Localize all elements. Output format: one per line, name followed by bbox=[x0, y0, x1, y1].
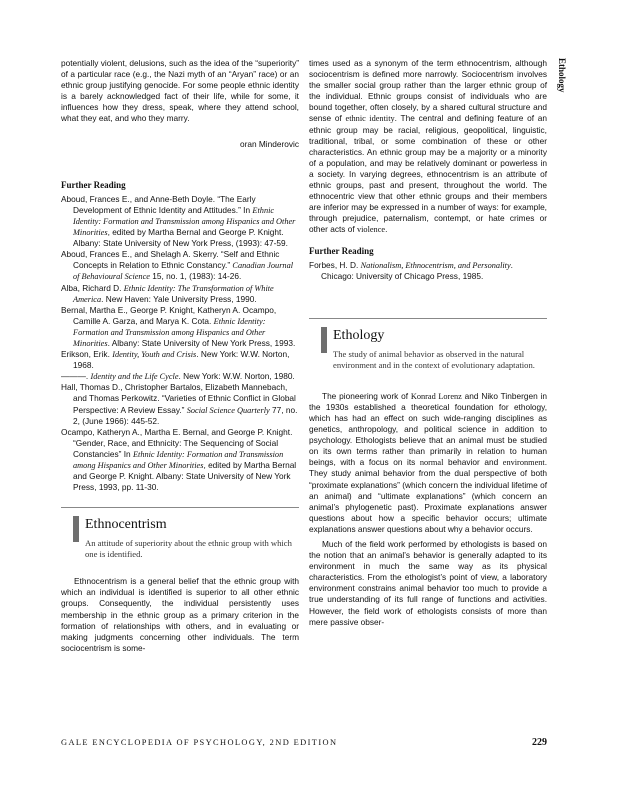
body-paragraph: Much of the field work performed by ethologists is based on the notion that an animal’s behavior is generally adapted to its environment in much the same way as its physical characteristics. From the ethologist’s point of view, a laboratory environment constrains animal behavior too much to provide a true understanding of its full range of functions and activities. However, the field work of ethologists consists of more than mere passive obser- bbox=[309, 539, 547, 627]
body-paragraph: Ethnocentrism is a general belief that the ethnic group with which an individual is identified is superior to all other ethnic groups. Consequently, the individual persistently uses membership in the ethnic group as a primary criterion in the formation of relationships with others, and in evaluating or making judgments concerning other individuals. The term sociocentrism is some- bbox=[61, 576, 299, 653]
reference-list bbox=[61, 194, 299, 494]
reference-item: Alba, Richard D. Ethnic Identity: The Transformation of White America. New Haven: Yale University Press, 1990. bbox=[61, 282, 274, 304]
entry-definition: An attitude of superiority about the ethnic group with which one is identified. bbox=[85, 538, 292, 560]
cross-ref-link[interactable]: normal bbox=[419, 458, 444, 468]
reference-item: Aboud, Frances E., and Shelagh A. Skerry. “Self and Ethnic Concepts in Relation to Ethnic Constancy.” Canadian Journal of Behavioural Science 15, no. 1, (1983): 14-26. bbox=[61, 249, 294, 282]
entry-header-ethology bbox=[309, 318, 547, 377]
entry-title: Ethnocentrism bbox=[85, 517, 167, 533]
reference-item: Hall, Thomas D., Christopher Bartalos, Elizabeth Mannebach, and Thomas Perkowitz. “Varieties of Ethnic Conflict in Global Perspective: A Review Essay.” Social Science Quarterly 77, no. 2, (June 1966): 445-52. bbox=[61, 382, 298, 426]
reference-item: Aboud, Frances E., and Anne-Beth Doyle. “The Early Development of Ethnic Identity and Attitudes.” In Ethnic Identity: Formation and Transmission among Hispanics and Other Minorities, edited by Martha Bernal and George P. Knight. Albany: State University of New York Press, (1993): 47-59. bbox=[61, 193, 296, 249]
entry-marker-bar bbox=[321, 327, 327, 353]
entry-header-ethnocentrism bbox=[61, 507, 299, 566]
cross-ref-link[interactable]: environment bbox=[502, 458, 545, 468]
ethnocentrism-paragraph: times used as a synonym of the term ethnocentrism, although sociocentrism is defined more narrowly. Sociocentrism involves the smaller social group rather than the larger ethnic group of the individual. Ethnic groups consist of individuals who are bound together, often closely, by a shared cultural structure and sense of ethnic identity. The central and defining feature of an ethnic group may be racial, religious, geopolitical, linguistic, traditional, tribal, or some combination of these or other characteristics. An ethnic group may be a majority or a minority of a population, and may be relatively dominant or powerless in a society. In varying degrees, ethnocentrism is an attribute of ethnic groups, past and present, throughout the world. The ethnocentric view that other ethnic groups and their members are inferior may be expressed in a number of ways: for example, through prejudice, paternalism, contempt, or hate crimes or other acts of violence. bbox=[309, 58, 547, 235]
reference-item: ———. Identity and the Life Cycle. New York: W.W. Norton, 1980. bbox=[61, 371, 295, 382]
cross-ref-link[interactable]: violence bbox=[356, 225, 386, 235]
cross-ref-link[interactable]: ethnic identity bbox=[345, 114, 395, 124]
running-head: Ethology bbox=[557, 58, 567, 93]
further-reading-heading: Further Reading bbox=[309, 245, 374, 256]
intro-paragraph: potentially violent, delusions, such as the idea of the “superiority” of a particular race (e.g., the Nazi myth of an “Aryan” race) or an ethnic group justifying genocide. For some people ethnic identity is a barely acknowledged fact of their life, while for some, it influences how they dress, speak, where they attend school, what they eat, and who they marry. bbox=[61, 58, 299, 124]
footer-title: GALE ENCYCLOPEDIA OF PSYCHOLOGY, 2ND EDITION bbox=[61, 738, 338, 747]
right-column bbox=[309, 58, 547, 628]
reference-item: Forbes, H. D. Nationalism, Ethnocentrism, and Personality. Chicago: University of Chicago Press, 1985. bbox=[309, 259, 513, 281]
reference-item: Erikson, Erik. Identity, Youth and Crisis. New York: W.W. Norton, 1968. bbox=[61, 349, 290, 371]
reference-item: Bernal, Martha E., George P. Knight, Katheryn A. Ocampo, Camille A. Garza, and Marya K. Cota. Ethnic Identity: Formation and Transmission among Hispanics and Other Minorities. Albany: State University of New York Press, 1993. bbox=[61, 304, 296, 348]
entry-marker-bar bbox=[73, 516, 79, 542]
entry-title: Ethology bbox=[333, 327, 385, 343]
entry-definition: The study of animal behavior as observed in the natural environment and in the context of evolutionary adaptation. bbox=[333, 348, 535, 370]
author-signature: oran Minderovic bbox=[239, 138, 299, 149]
body-paragraph: The pioneering work of Konrad Lorenz and Niko Tinbergen in the 1930s established a theoretical foundation for ethology, which has had an effect on such wide-ranging disciplines as genetics, anthropology, and political science in addition to psychology. Ethologists believe that an animal must be studied on its own terms rather than primarily in relation to human beings, with a focus on its normal behavior and environment. They study animal behavior from the dual perspective of both “proximate explanations” (which concern the individual lifetime of an animal) and “ultimate explanations” (which concern an animal’s phylogenetic past). Proximate explanations answer questions about how a specific behavior occurs; ultimate explanations answer questions about why a behavior occurs. bbox=[309, 390, 548, 534]
page-footer bbox=[61, 738, 547, 747]
left-column bbox=[61, 58, 299, 654]
reference-item: Ocampo, Katheryn A., Martha E. Bernal, and George P. Knight. “Gender, Race, and Ethnicity: The Sequencing of Social Constancies” In Ethnic Identity: Formation and Transmission among Hispanics and Other Minorities, edited by Martha Bernal and George P. Knight. Albany: State University of New York Press, 1993, pp. 11-30. bbox=[61, 426, 297, 493]
page-number: 229 bbox=[532, 737, 547, 748]
further-reading-heading: Further Reading bbox=[61, 179, 126, 190]
cross-ref-link[interactable]: Konrad Lorenz bbox=[410, 391, 462, 401]
